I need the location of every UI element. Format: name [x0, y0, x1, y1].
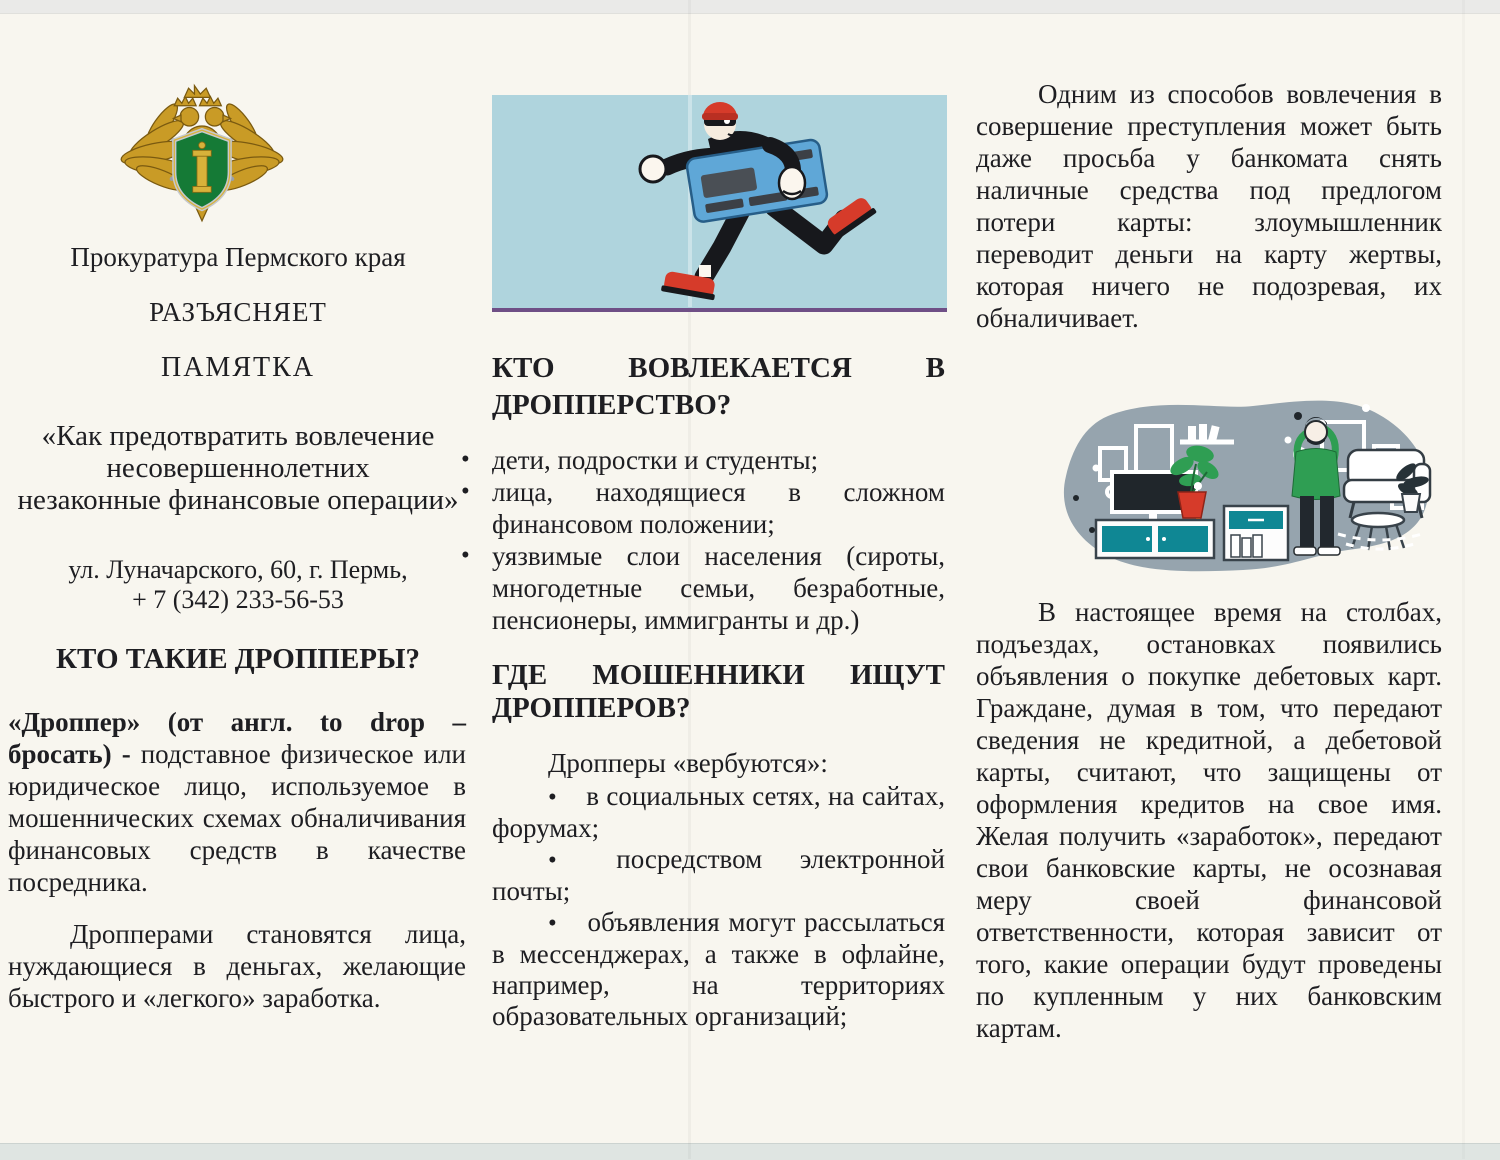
list-item-text: в социальных сетях, на сайтах, форумах; [492, 781, 946, 843]
contact-address [5, 555, 471, 615]
definition-lead: «Дроппер» (от англ. to drop – бросать) - [8, 707, 466, 769]
organization-name: Прокуратура Пермского края [70, 242, 406, 272]
heading-line: ГДЕ МОШЕННИКИ ИЩУТ [492, 659, 945, 691]
list-item [492, 781, 945, 844]
list-item [461, 444, 945, 476]
dropper-definition-paragraph [8, 706, 466, 898]
list-item [492, 844, 945, 907]
section-heading-where-scammers-search [492, 659, 945, 725]
list-item [492, 907, 945, 1032]
debit-card-ads-paragraph: В настоящее время на столбах, подъездах, остановках появились объявления о покупке дебетовых карт. Граждане, думая в том, что передают сведения не кредитной, а дебетовой карты, считают, что защищены от оформления кредитов на свое имя. Желая получить «заработок», передают свои банковские карты, не осознавая меру своей финансовой ответственности, которая зависит от того, какие операции будут проведены по купленным у них банковским картам. [976, 597, 1442, 1043]
list-item [461, 540, 945, 636]
action-word: РАЗЪЯСНЯЕТ [149, 297, 327, 327]
brochure-title [2, 420, 474, 516]
bullet-icon: • [461, 478, 470, 505]
list-item [461, 476, 945, 540]
list-item-text: уязвимые слои населения (сироты, многодетные семьи, безработные, пенсионеры, иммигранты и др.) [492, 541, 945, 635]
recruit-intro-line: Дропперы «вербуются»: [548, 748, 828, 778]
bullet-icon: • [461, 446, 470, 473]
atm-scheme-paragraph: Одним из способов вовлечения в совершение преступления может быть даже просьба у банкомата снять наличные средства под предлогом потери карты: злоумышленник переводит деньги на карту жертвы, которая ничего не подозревая, их обналичивает. [976, 79, 1442, 333]
bullet-icon: • [461, 542, 470, 569]
title-line-2: несовершеннолетних [106, 452, 370, 484]
heading-line: КТО ВОВЛЕКАЕТСЯ В [492, 352, 945, 384]
scan-edge-bottom [0, 1143, 1500, 1160]
definition-rest: подставное физическое или юридическое лицо, используемое в мошеннических схемах обналичивания финансовых средств в качестве посредника. [8, 739, 466, 897]
list-item-text: лица, находящиеся в сложном финансовом положении; [492, 477, 945, 539]
list-item-text: дети, подростки и студенты; [492, 445, 819, 475]
prosecutor-emblem-icon [118, 66, 286, 238]
heading-line: ДРОППЕРОВ? [492, 692, 691, 724]
document-type: ПАМЯТКА [160, 352, 315, 383]
address-street: ул. Луначарского, 60, г. Пермь, [68, 555, 408, 584]
section-heading-who-are-droppers: КТО ТАКИЕ ДРОППЕРЫ? [55, 643, 420, 675]
living-room-illustration [1048, 388, 1440, 603]
bullet-icon: • [548, 847, 557, 874]
heading-line: ДРОППЕРСТВО? [492, 389, 732, 421]
involved-groups-list [461, 444, 945, 636]
fold-crease [1462, 0, 1465, 1159]
title-line-1: «Как предотвратить вовлечение [41, 420, 435, 452]
scan-edge-top [0, 0, 1500, 14]
bullet-icon: • [548, 910, 557, 937]
dropper-motivation-paragraph: Дропперами становятся лица, нуждающиеся в деньгах, желающие быстрого и «легкого» заработка. [8, 919, 466, 1013]
list-item-text: объявления могут рассылаться в мессенджерах, а также в офлайне, например, на территориях образовательных организаций; [492, 907, 945, 1031]
bullet-icon: • [548, 784, 557, 811]
address-phone: + 7 (342) 233-56-53 [132, 585, 344, 614]
recruit-channels-list [492, 781, 945, 1032]
section-heading-who-is-involved [492, 350, 945, 424]
thief-illustration [492, 95, 947, 312]
list-item-text: посредством электронной почты; [492, 844, 946, 906]
title-line-3: незаконные финансовые операции» [17, 484, 459, 516]
